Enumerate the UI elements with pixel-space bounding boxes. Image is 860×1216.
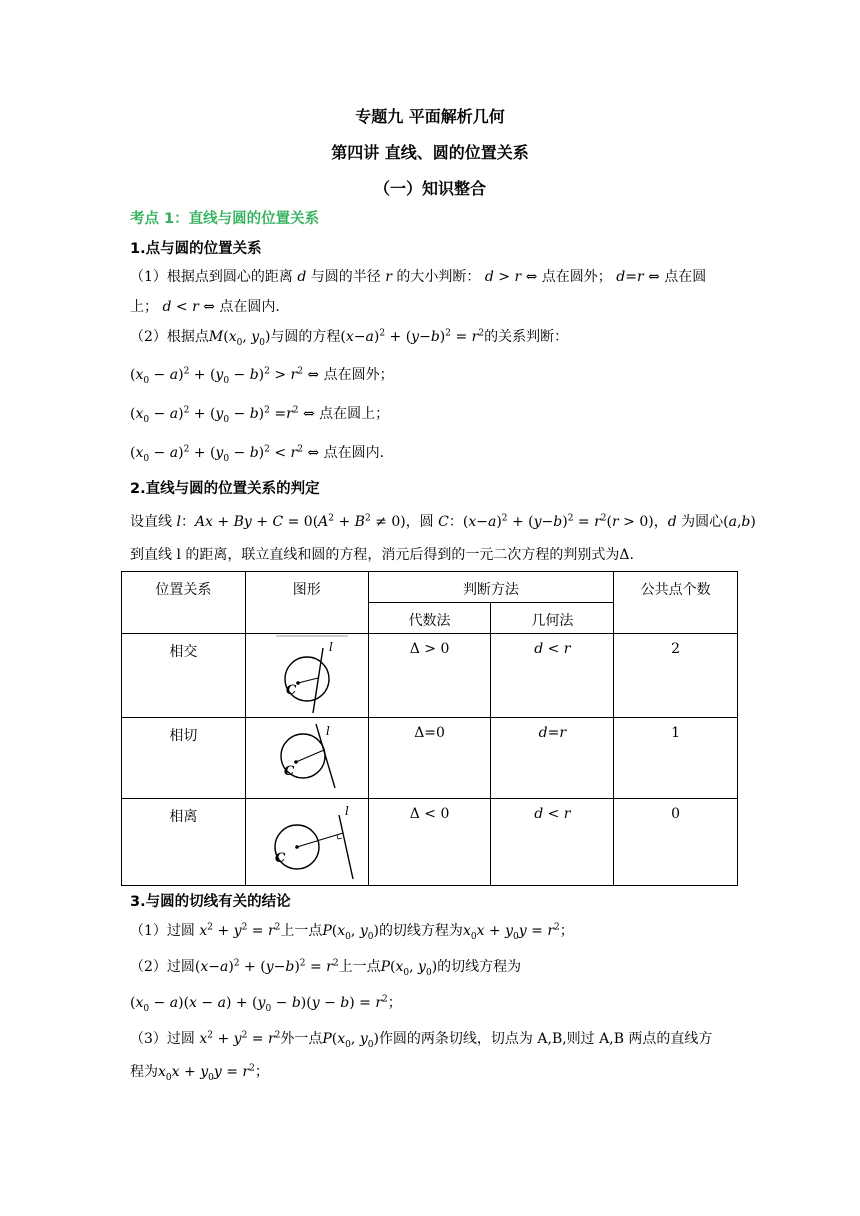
relation-cell: 相交: [122, 634, 246, 718]
table-row: [122, 634, 738, 718]
relation-cell: 相离: [122, 799, 246, 886]
table-row: [122, 718, 738, 799]
algebra-cell: Δ > 0: [368, 634, 491, 718]
svg-text:C: C: [283, 764, 295, 779]
point-outside-condition: $(x_0 - a)^2 + (y_0 - b)^2 > r^2$ ⇔ 点在圆外；: [130, 366, 394, 386]
header-geometry: 几何法: [491, 603, 614, 634]
point-inside-condition: $(x_0 - a)^2 + (y_0 - b)^2 < r^2$ ⇔ 点在圆内.: [130, 444, 385, 464]
tangent-figure: [262, 718, 352, 796]
intersect-figure: [262, 634, 352, 716]
svg-text:l: l: [328, 640, 333, 654]
header-common-points: 公共点个数: [614, 572, 738, 634]
geometry-cell: d < r: [491, 634, 614, 718]
part1-item1-line2: 上； d < r ⇔ 点在圆内.: [130, 299, 280, 315]
part1-item2: （2）根据点$M(x_0$, $y_0$)与圆的方程$(x-a)^2 + (y-b)^2 = r^2$的关系判断：: [130, 328, 569, 348]
part2-line1: 设直线 l：$Ax + By + C = 0(A^2 + B^2 \ne 0)$，圆 C：$(x-a)^2 + (y-b)^2 = r^2(r > 0)$，d 为圆心(a,b): [130, 513, 756, 530]
svg-text:l: l: [325, 724, 330, 738]
algebra-cell: Δ < 0: [368, 799, 491, 886]
count-cell: 2: [614, 634, 738, 718]
algebra-cell: Δ=0: [368, 718, 491, 799]
part3-item3-line1: （3）过圆 $x^2 + y^2 = r^2$外一点$P(x_0$, $y_0$)作圆的两条切线，切点为 A,B,则过 A,B 两点的直线方: [130, 1030, 713, 1050]
svg-text:C: C: [285, 683, 297, 698]
part3-item1: （1）过圆 $x^2 + y^2 = r^2$上一点$P(x_0$, $y_0$)的切线方程为$x_0x + y_0y = r^2$；: [130, 922, 574, 942]
title-section: （一）知识整合: [373, 179, 486, 198]
geometry-cell: d < r: [491, 799, 614, 886]
point-on-condition: $(x_0 - a)^2 + (y_0 - b)^2 =r^2$ ⇔ 点在圆上；: [130, 405, 390, 425]
part2-heading: 2.直线与圆的位置关系的判定: [130, 481, 320, 497]
separate-figure: [257, 799, 357, 883]
title-topic: 专题九 平面解析几何: [355, 107, 505, 126]
title-lecture: 第四讲 直线、圆的位置关系: [331, 143, 529, 162]
part1-item1-line1: （1）根据点到圆心的距离 d 与圆的半径 r 的大小判断： d > r ⇔ 点在圆外； d=r ⇔ 点在圆: [130, 269, 707, 285]
header-algebra: 代数法: [368, 603, 491, 634]
part2-line2: 到直线 l 的距离，联立直线和圆的方程，消元后得到的一元二次方程的判别式为Δ.: [130, 547, 634, 563]
part3-item2: （2）过圆$(x-a)^2 + (y-b)^2 = r^2$上一点$P(x_0$, $y_0$)的切线方程为: [130, 958, 522, 978]
figure-cell: [245, 718, 368, 799]
svg-text:C: C: [274, 851, 286, 866]
section-heading: 考点 1：直线与圆的位置关系: [130, 211, 320, 227]
count-cell: 1: [614, 718, 738, 799]
geometry-cell: d=r: [491, 718, 614, 799]
figure-cell: [245, 634, 368, 718]
relation-cell: 相切: [122, 718, 246, 799]
relation-table: [121, 571, 738, 886]
figure-cell: [245, 799, 368, 886]
header-relation: 位置关系: [122, 572, 246, 634]
part1-heading: 1.点与圆的位置关系: [130, 241, 262, 257]
svg-text:l: l: [344, 804, 349, 818]
header-figure: 图形: [245, 572, 368, 634]
count-cell: 0: [614, 799, 738, 886]
part3-item2-equation: $(x_0 - a)(x - a) + (y_0 - b)(y - b) = r^2$；: [130, 994, 402, 1014]
table-row: [122, 799, 738, 886]
header-method: 判断方法: [368, 572, 614, 603]
part3-heading: 3.与圆的切线有关的结论: [130, 894, 291, 910]
part3-item3-line2: 程为$x_0x + y_0y = r^2$；: [130, 1063, 269, 1083]
